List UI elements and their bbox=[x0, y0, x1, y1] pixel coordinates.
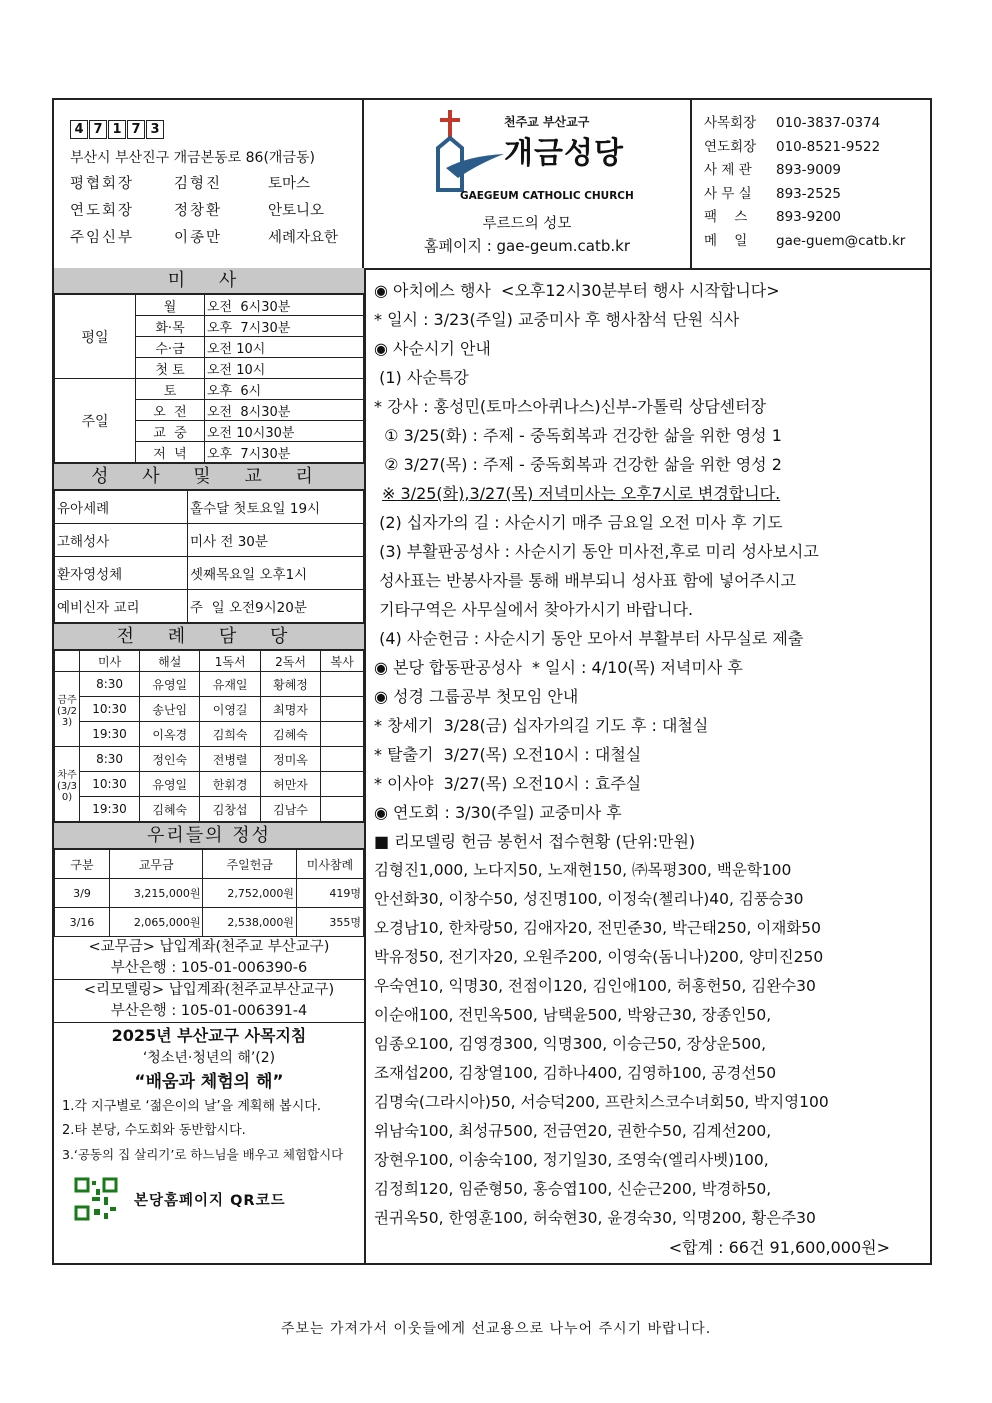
liturgy-cell: 19:30 bbox=[80, 722, 140, 747]
officer-role: 평협회장 bbox=[70, 176, 135, 192]
liturgy-cell: 김혜숙 bbox=[260, 722, 320, 747]
contact-value: 893-9200 bbox=[776, 209, 841, 225]
mass-time: 오후 7시30분 bbox=[205, 316, 364, 337]
mass-day: 수·금 bbox=[136, 337, 205, 358]
donation-line: 위남숙100, 최성규500, 전금연20, 권한수50, 김계선200, bbox=[374, 1122, 772, 1140]
account-number: 부산은행 : 105-01-006390-6 bbox=[110, 960, 308, 976]
footer-note: 주보는 가져가서 이웃들에게 선교용으로 나누어 주시기 바랍니다. bbox=[280, 1321, 712, 1337]
offerings-cell: 2,065,000원 bbox=[110, 908, 203, 937]
liturgy-cell: 8:30 bbox=[80, 672, 140, 697]
officer-role: 주임신부 bbox=[70, 230, 135, 246]
account-title: <교무금> 납입계좌(천주교 부산교구) bbox=[88, 939, 330, 955]
sunday-label: 주일 bbox=[55, 379, 136, 463]
zip-digit: 4 bbox=[70, 120, 88, 139]
liturgy-cell: 유영일 bbox=[140, 672, 200, 697]
contact-label: 사목회장 bbox=[704, 115, 757, 131]
weekday-label: 평일 bbox=[55, 295, 136, 379]
offerings-cell: 419명 bbox=[296, 879, 363, 908]
logo-org: 천주교 부산교구 bbox=[504, 115, 590, 129]
liturgy-cell: 최명자 bbox=[260, 697, 320, 722]
announcement-line: 성사표는 반봉사자를 통해 배부되니 성사표 함에 넣어주시고 bbox=[374, 571, 797, 590]
qr-code-icon bbox=[74, 1177, 118, 1221]
announcement-line: 기타구역은 사무실에서 찾아가시기 바랍니다. bbox=[374, 600, 694, 619]
logo-eng: GAEGEUM CATHOLIC CHURCH bbox=[460, 190, 634, 202]
officer-saint: 안토니오 bbox=[268, 203, 325, 219]
contact-value: 010-3837-0374 bbox=[776, 115, 881, 131]
header-contacts bbox=[690, 100, 930, 268]
sacrament-value: 미사 전 30분 bbox=[188, 524, 364, 557]
mass-time: 오전 8시30분 bbox=[205, 400, 364, 421]
donation-line: 이순애100, 전민옥500, 남택윤500, 박왕근30, 장종인50, bbox=[374, 1006, 772, 1024]
account-title: <리모델링> 납입계좌(천주교부산교구) bbox=[83, 982, 335, 998]
officer-name: 이종만 bbox=[174, 230, 223, 246]
guideline-sub2: “배움과 체험의 해” bbox=[134, 1072, 284, 1092]
guideline-item: 1.각 지구별로 ‘젊은이의 날’을 계획해 봅시다. bbox=[62, 1099, 321, 1114]
right-column bbox=[366, 268, 930, 1263]
zip-digit: 3 bbox=[146, 120, 164, 139]
donation-line: 장현우100, 이송숙100, 정기일30, 조영숙(엘리사벳)100, bbox=[374, 1151, 769, 1169]
account-block bbox=[54, 980, 364, 1023]
announcement-line: ◉ 아치에스 행사 <오후12시30분부터 행사 시작합니다> bbox=[374, 281, 780, 300]
zip-code bbox=[70, 120, 362, 139]
mass-day: 화·목 bbox=[136, 316, 205, 337]
liturgy-cell: 정인숙 bbox=[140, 747, 200, 772]
patron: 루르드의 성모 bbox=[482, 216, 572, 232]
guideline-title: 2025년 부산교구 사목지침 bbox=[111, 1026, 307, 1045]
account-number: 부산은행 : 105-01-006391-4 bbox=[110, 1003, 308, 1019]
announcement-line: ■ 리모델링 헌금 봉헌서 접수현황 (단위:만원) bbox=[374, 832, 696, 851]
liturgy-cell: 송난임 bbox=[140, 697, 200, 722]
offerings-cell: 2,538,000원 bbox=[203, 908, 296, 937]
announcement-line: (4) 사순헌금 : 사순시기 동안 모아서 부활부터 사무실로 제출 bbox=[374, 629, 804, 648]
contact-value: 893-9009 bbox=[776, 162, 841, 178]
left-column bbox=[54, 268, 366, 1263]
liturgy-cell bbox=[321, 722, 364, 747]
zip-digit: 7 bbox=[89, 120, 107, 139]
liturgy-cell: 한휘경 bbox=[200, 772, 260, 797]
zip-digit: 7 bbox=[127, 120, 145, 139]
announcement-line: (2) 십자가의 길 : 사순시기 매주 금요일 오전 미사 후 기도 bbox=[374, 513, 783, 532]
liturgy-header: 1독서 bbox=[200, 651, 260, 672]
contact-label: 사 제 관 bbox=[704, 162, 752, 178]
announcement-line: ◉ 연도회 : 3/30(주일) 교중미사 후 bbox=[374, 803, 622, 822]
mass-time: 오전 10시 bbox=[205, 358, 364, 379]
liturgy-week-label: 금주(3/23) bbox=[55, 672, 80, 747]
mass-time: 오전 10시 bbox=[205, 337, 364, 358]
announcement-line: * 일시 : 3/23(주일) 교중미사 후 행사참석 단원 식사 bbox=[374, 310, 740, 329]
announcement-line: ② 3/27(목) : 주제 - 중독회복과 건강한 삶을 위한 영성 2 bbox=[374, 455, 782, 474]
announcement-line: ◉ 성경 그룹공부 첫모임 안내 bbox=[374, 687, 579, 706]
mass-time: 오전 10시30분 bbox=[205, 421, 364, 442]
offerings-header: 주일헌금 bbox=[203, 850, 296, 879]
qr-row bbox=[54, 1167, 364, 1221]
church-logo-icon bbox=[428, 108, 506, 198]
guideline-item: 3.‘공동의 집 살리기’로 하느님을 배우고 체험합시다 bbox=[62, 1147, 344, 1162]
contact-row bbox=[704, 159, 930, 183]
sacraments-table bbox=[54, 490, 364, 623]
offerings-cell: 3/16 bbox=[55, 908, 110, 937]
liturgy-cell: 유영일 bbox=[140, 772, 200, 797]
announcement-line: ◉ 본당 합동판공성사 * 일시 : 4/10(목) 저녁미사 후 bbox=[374, 658, 743, 677]
officer-row bbox=[70, 225, 362, 252]
offerings-table bbox=[54, 849, 364, 937]
donation-list bbox=[374, 856, 930, 1233]
liturgy-cell bbox=[321, 772, 364, 797]
liturgy-cell: 정미옥 bbox=[260, 747, 320, 772]
offerings-cell: 3/9 bbox=[55, 879, 110, 908]
liturgy-cell: 이옥경 bbox=[140, 722, 200, 747]
mass-time: 오후 6시 bbox=[205, 379, 364, 400]
account-block bbox=[54, 937, 364, 980]
sacrament-value: 주 일 오전9시20분 bbox=[188, 590, 364, 623]
liturgy-header: 복사 bbox=[321, 651, 364, 672]
liturgy-cell bbox=[321, 672, 364, 697]
liturgy-cell: 김희숙 bbox=[200, 722, 260, 747]
offerings-header: 교무금 bbox=[110, 850, 203, 879]
liturgy-cell: 김혜숙 bbox=[140, 797, 200, 822]
announcement-line: * 탈출기 3/27(목) 오전10시 : 대철실 bbox=[374, 745, 642, 764]
donation-line: 오경남10, 한차랑50, 김애자20, 전민준30, 박근태250, 이재화50 bbox=[374, 919, 821, 937]
header bbox=[54, 100, 930, 270]
announcement-line: ① 3/25(화) : 주제 - 중독회복과 건강한 삶을 위한 영성 1 bbox=[374, 426, 782, 445]
donation-line: 김명숙(그라시아)50, 서승덕200, 프란치스코수녀회50, 박지영100 bbox=[374, 1093, 829, 1111]
officer-saint: 세례자요한 bbox=[268, 230, 339, 246]
contact-value: gae-guem@catb.kr bbox=[776, 232, 906, 249]
officer-row bbox=[70, 171, 362, 198]
zip-digit: 1 bbox=[108, 120, 126, 139]
offerings-cell: 2,752,000원 bbox=[203, 879, 296, 908]
guideline-block bbox=[54, 1023, 364, 1221]
contact-row bbox=[704, 112, 930, 136]
announcement-line: (1) 사순특강 bbox=[374, 368, 469, 387]
donation-line: 김형진1,000, 노다지50, 노재현150, ㈜목평300, 백운학100 bbox=[374, 861, 792, 879]
donation-line: 우숙연10, 익명30, 전점이120, 김인애100, 허홍헌50, 김완수30 bbox=[374, 977, 816, 995]
announcement-line: * 이사야 3/27(목) 오전10시 : 효주실 bbox=[374, 774, 642, 793]
sacrament-name: 고해성사 bbox=[55, 524, 188, 557]
mass-time: 오후 7시30분 bbox=[205, 442, 364, 463]
contact-row bbox=[704, 136, 930, 160]
offerings-title: 우리들의 정성 bbox=[54, 822, 364, 849]
mass-table bbox=[54, 294, 364, 463]
liturgy-header: 2독서 bbox=[260, 651, 320, 672]
liturgy-title: 전 례 담 당 bbox=[54, 623, 364, 650]
donation-line: 조재섭200, 김창열100, 김하나400, 김영하100, 공경선50 bbox=[374, 1064, 777, 1082]
liturgy-header: 해설 bbox=[140, 651, 200, 672]
offerings-header: 구분 bbox=[55, 850, 110, 879]
mass-day: 오 전 bbox=[136, 400, 205, 421]
announcement-line: (3) 부활판공성사 : 사순시기 동안 미사전,후로 미리 성사보시고 bbox=[374, 542, 819, 561]
liturgy-cell: 허만자 bbox=[260, 772, 320, 797]
offerings-cell: 355명 bbox=[296, 908, 363, 937]
contact-row bbox=[704, 183, 930, 207]
liturgy-cell: 김창섭 bbox=[200, 797, 260, 822]
mass-day: 교 중 bbox=[136, 421, 205, 442]
guideline-sub1: ‘청소년·청년의 해’(2) bbox=[142, 1050, 276, 1066]
announcement-line: ◉ 사순시기 안내 bbox=[374, 339, 491, 358]
homepage: 홈페이지 : gae-geum.catb.kr bbox=[423, 237, 630, 255]
liturgy-cell: 이영길 bbox=[200, 697, 260, 722]
sacraments-title: 성 사 및 교 리 bbox=[54, 463, 364, 490]
liturgy-cell: 김남수 bbox=[260, 797, 320, 822]
contact-row bbox=[704, 230, 930, 254]
donation-line: 박유정50, 전기자20, 오원주200, 이영숙(돔니나)200, 양미진250 bbox=[374, 948, 824, 966]
donation-line: 임종오100, 김영경300, 익명300, 이승근50, 장상운500, bbox=[374, 1035, 767, 1053]
donation-line: 김정희120, 임준형50, 홍승엽100, 신순근200, 박경하50, bbox=[374, 1180, 772, 1198]
officer-role: 연도회장 bbox=[70, 203, 135, 219]
liturgy-week-label: 차주(3/30) bbox=[55, 747, 80, 822]
offerings-header: 미사참례 bbox=[296, 850, 363, 879]
qr-label: 본당홈페이지 QR코드 bbox=[134, 1192, 286, 1209]
contact-label: 연도회장 bbox=[704, 138, 757, 155]
guideline-item: 2.타 본당, 수도회와 동반합시다. bbox=[62, 1123, 246, 1138]
sacrament-name: 유아세례 bbox=[55, 491, 188, 524]
officer-name: 김형진 bbox=[174, 176, 223, 192]
header-address-block bbox=[54, 100, 364, 268]
announcement-line: * 강사 : 홍성민(토마스아퀴나스)신부-가톨릭 상담센터장 bbox=[374, 397, 767, 416]
schedule-change-notice: ※ 3/25(화),3/27(목) 저녁미사는 오후7시로 변경합니다. bbox=[382, 484, 781, 503]
contact-label: 사 무 실 bbox=[704, 185, 752, 202]
contact-row bbox=[704, 206, 930, 230]
liturgy-table bbox=[54, 650, 364, 822]
mass-day: 월 bbox=[136, 295, 205, 316]
bulletin-frame bbox=[52, 98, 932, 1265]
donation-line: 안선화30, 이창수50, 성진명100, 이정숙(첼리나)40, 김풍승30 bbox=[374, 890, 804, 908]
liturgy-header: 미사 bbox=[80, 651, 140, 672]
header-logo-block bbox=[364, 100, 692, 268]
contact-label: 팩 스 bbox=[704, 209, 748, 225]
sacrament-name: 예비신자 교리 bbox=[55, 590, 188, 623]
logo-name: 개금성당 bbox=[504, 136, 624, 171]
liturgy-cell bbox=[321, 797, 364, 822]
mass-day: 첫 토 bbox=[136, 358, 205, 379]
liturgy-cell: 유재일 bbox=[200, 672, 260, 697]
liturgy-cell: 19:30 bbox=[80, 797, 140, 822]
offerings-cell: 3,215,000원 bbox=[110, 879, 203, 908]
officer-name: 정창환 bbox=[174, 203, 223, 219]
contact-value: 893-2525 bbox=[776, 185, 841, 202]
officer-row bbox=[70, 198, 362, 225]
mass-time: 오전 6시30분 bbox=[205, 295, 364, 316]
address: 부산시 부산진구 개금본동로 86(개금동) bbox=[70, 150, 315, 166]
mass-day: 토 bbox=[136, 379, 205, 400]
liturgy-cell bbox=[321, 697, 364, 722]
liturgy-cell: 8:30 bbox=[80, 747, 140, 772]
sacrament-value: 셋째목요일 오후1시 bbox=[188, 557, 364, 590]
donation-total: <합계 : 66건 91,600,000원> bbox=[668, 1238, 890, 1257]
mass-day: 저 녁 bbox=[136, 442, 205, 463]
contact-label: 메 일 bbox=[704, 232, 748, 249]
liturgy-cell bbox=[321, 747, 364, 772]
contact-value: 010-8521-9522 bbox=[776, 138, 881, 155]
donation-line: 권귀옥50, 한영훈100, 허숙현30, 윤경숙30, 익명200, 황은주30 bbox=[374, 1209, 816, 1227]
announcement-line: * 창세기 3/28(금) 십자가의길 기도 후 : 대철실 bbox=[374, 716, 709, 735]
sacrament-value: 홀수달 첫토요일 19시 bbox=[188, 491, 364, 524]
sacrament-name: 환자영성체 bbox=[55, 557, 188, 590]
liturgy-cell: 10:30 bbox=[80, 697, 140, 722]
liturgy-cell: 황혜정 bbox=[260, 672, 320, 697]
liturgy-cell: 10:30 bbox=[80, 772, 140, 797]
officer-saint: 토마스 bbox=[268, 176, 311, 192]
liturgy-cell: 전병렬 bbox=[200, 747, 260, 772]
mass-title: 미 사 bbox=[54, 268, 364, 294]
